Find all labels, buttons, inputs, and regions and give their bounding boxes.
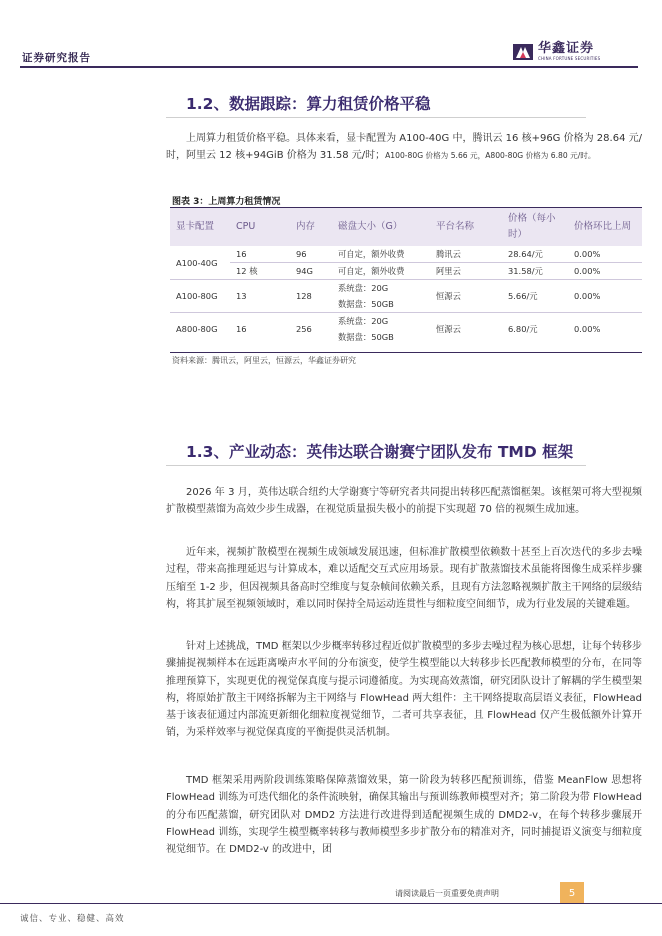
cell-platform: 恒源云 (430, 313, 502, 346)
cell-disk: 可自定，额外收费 (338, 249, 405, 259)
body-paragraph: 针对上述挑战，TMD 框架以少步概率转移过程近似扩散模型的多步去噪过程为核心思想，让每个转移步骤捕捉视频样本在远距离噪声水平间的分布演变，使学生模型能以大转移步长匹配教师模型的分布，在同等推理预算下，实现更优的视觉保真度与提示词遵循度。为实现高效蒸馏，研究团队设计了解耦的学生模型架构，将原始扩散主干网络拆解为主干网络与 FlowHead 两大组件：主干网络提取高层语义表征，FlowHead 基于该表征通过内部流更新细化细粒度视觉细节，二者可共享表征，且 FlowHead 仅产生极低额外计算开销，为采样效率与视觉保真度的平衡提供灵活机制。 (166, 641, 642, 739)
paragraph-small-text: A100-80G 价格为 5.66 元，A800-80G 价格为 6.80 元/时。 (385, 151, 596, 161)
cell-platform: 腾讯云 (436, 249, 461, 259)
cell-gpu: A800-80G (170, 313, 230, 346)
logo-cn-text: 华鑫证券 (538, 40, 595, 56)
cell-cpu: 16 (236, 249, 247, 259)
disclaimer-note: 请阅读最后一页重要免责声明 (395, 889, 499, 898)
col-header-gpu: 显卡配置 (170, 208, 230, 246)
body-paragraph (166, 130, 642, 165)
cell-gpu: A100-80G (170, 280, 230, 313)
cell-disk-data: 数据盘：50GB (338, 332, 394, 342)
col-header-mem: 内存 (290, 208, 332, 246)
col-header-price: 价格（每小时） (502, 208, 568, 246)
table-row (170, 263, 642, 280)
report-header-title: 证券研究报告 (22, 52, 91, 64)
table-source: 资料来源：腾讯云，阿里云，恒源云，华鑫证券研究 (172, 356, 356, 365)
table-row (170, 246, 642, 263)
rental-price-table (170, 208, 642, 345)
cell-disk-system: 系统盘：20G (332, 313, 430, 330)
table-row (170, 280, 642, 297)
cell-platform: 阿里云 (430, 263, 502, 280)
cell-mem: 94G (290, 263, 332, 280)
cell-mem: 128 (290, 280, 332, 313)
cell-price: 31.58/元 (502, 263, 568, 280)
brand-logo (512, 40, 600, 62)
body-paragraph: 近年来，视频扩散模型在视频生成领域发展迅速，但标准扩散模型依赖数十甚至上百次迭代的多步去噪过程，带来高推理延迟与计算成本，难以适配交互式应用场景。现有扩散蒸馏技术虽能将图像生成采样步骤压缩至 1-2 步，但因视频具备高时空维度与复杂帧间依赖关系，且现有方法忽略视频扩散主干网络的层级结构，将其扩展至视频领域时，难以同时保持全局运动连贯性与细粒度空间细节，成为行业发展的关键难题。 (166, 547, 642, 610)
cell-disk: 可自定，额外收费 (332, 263, 430, 280)
cell-gpu: A100-40G (176, 257, 218, 268)
cell-price: 6.80/元 (502, 313, 568, 346)
section-heading-box (166, 436, 586, 466)
cell-mem: 256 (290, 313, 332, 346)
table-bottom-rule (170, 352, 642, 353)
header-divider (20, 66, 638, 68)
cell-cpu: 16 (230, 313, 290, 346)
cell-price: 28.64/元 (508, 249, 543, 259)
col-header-platform: 平台名称 (430, 208, 502, 246)
section-heading: 1.2、数据跟踪：算力租赁价格平稳 (186, 95, 431, 113)
cell-change: 0.00% (568, 263, 642, 280)
col-header-change: 价格环比上周 (568, 208, 642, 246)
page-number: 5 (560, 882, 584, 904)
paragraph-text: 上周算力租赁价格平稳。具体来看，显卡配置为 A100-40G 中，腾讯云 16 核+96G 价格为 28.64 元/时，阿里云 12 核+94GiB 价格为 31.58 元/时； (166, 133, 642, 162)
section-heading-box (166, 88, 586, 118)
body-paragraph: TMD 框架采用两阶段训练策略保障蒸馏效果，第一阶段为转移匹配预训练，借鉴 MeanFlow 思想将 FlowHead 训练为可迭代细化的条件流映射，确保其输出与预训练教师模型对齐；第二阶段为带 FlowHead 的分布匹配蒸馏，研究团队对 DMD2 方法进行改进得到适配视频生成的 DMD2-v，在每个转移步骤展开 FlowHead 训练，实现学生模型概率转移与教师模型多步扩散分布的精准对齐，同时捕捉语义演变与细粒度视觉细节。在 DMD2-v 的改进中，团 (166, 775, 642, 856)
footer-motto: 诚信、专业、稳健、高效 (20, 914, 125, 924)
cell-cpu: 13 (230, 280, 290, 313)
cell-platform: 恒源云 (430, 280, 502, 313)
footer-divider (0, 903, 662, 904)
logo-en-text: CHINA FORTUNE SECURITIES (538, 55, 601, 61)
cell-cpu: 12 核 (230, 263, 290, 280)
col-header-disk: 磁盘大小（G） (332, 208, 430, 246)
cell-mem: 96 (296, 249, 307, 259)
section-heading: 1.3、产业动态：英伟达联合谢赛宁团队发布 TMD 框架 (186, 443, 574, 461)
table-caption: 图表 3：上周算力租赁情况 (172, 197, 281, 207)
cell-change: 0.00% (574, 249, 601, 259)
cell-disk-system: 系统盘：20G (332, 280, 430, 297)
col-header-cpu: CPU (230, 208, 290, 246)
cell-disk-data: 数据盘：50GB (338, 299, 394, 309)
cell-price: 5.66/元 (502, 280, 568, 313)
table-row (170, 313, 642, 330)
table-header-row (170, 208, 642, 246)
cell-change: 0.00% (568, 280, 642, 313)
body-paragraph: 2026 年 3 月，英伟达联合纽约大学谢赛宁等研究者共同提出转移匹配蒸馏框架。该框架可将大型视频扩散模型蒸馏为高效少步生成器，在视觉质量损失极小的前提下实现超 70 倍的视频生成加速。 (166, 487, 642, 516)
logo-icon (512, 40, 534, 62)
cell-change: 0.00% (568, 313, 642, 346)
